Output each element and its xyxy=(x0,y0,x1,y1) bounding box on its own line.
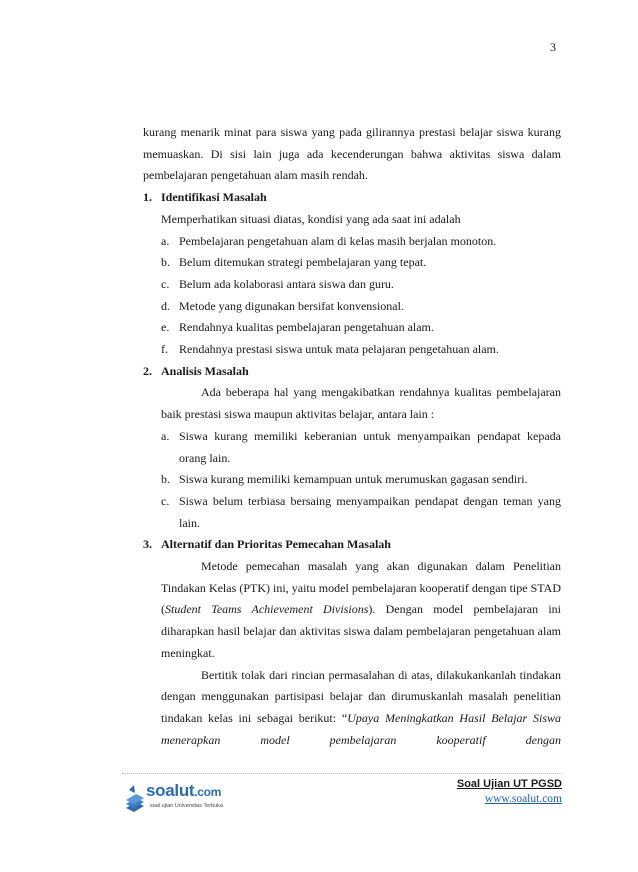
section-1-title: Identifikasi Masalah xyxy=(161,190,267,205)
list-marker: f. xyxy=(161,342,168,357)
list-text: Pembelajaran pengetahuan alam di kelas masih berjalan monoton. xyxy=(179,233,497,248)
logo-main: soalut xyxy=(146,781,195,800)
list-marker: b. xyxy=(161,255,170,270)
list-text: Siswa belum terbiasa bersaing menyampaikan pendapat dengan teman yang lain. xyxy=(179,493,561,530)
list-item xyxy=(161,339,561,361)
section-3-paragraph-1 xyxy=(161,556,561,665)
emphasized-text: Student Teams Achievement Divisions xyxy=(165,602,369,617)
list-text: Belum ditemukan strategi pembelajaran yang tepat. xyxy=(179,255,427,270)
section-1-heading xyxy=(143,187,561,209)
section-1-lead: Memperhatikan situasi diatas, kondisi yang ada saat ini adalah xyxy=(161,211,461,226)
section-2-title: Analisis Masalah xyxy=(161,363,249,378)
section-3-number: 3. xyxy=(143,537,152,552)
document-body xyxy=(143,122,561,751)
list-item xyxy=(161,317,561,339)
list-marker: e. xyxy=(161,320,170,335)
intro-paragraph: kurang menarik minat para siswa yang pada gilirannya prestasi belajar siswa kurang memuaskan. Di sisi lain juga ada kecenderungan bahwa aktivitas siswa dalam pembelajaran pengetahuan alam masih rendah. xyxy=(143,125,561,183)
list-item xyxy=(161,296,561,318)
list-text: Rendahnya kualitas pembelajaran pengetahuan alam. xyxy=(179,320,434,335)
footer-link[interactable]: www.soalut.com xyxy=(484,793,562,805)
list-item xyxy=(161,274,561,296)
footer-divider xyxy=(122,773,562,774)
paragraph-text: Bertitik tolak dari rincian permasalahan di atas, dilakukankanlah tindakan dengan menggunakan partisipasi belajar dan dirumuskanlah masalah penelitian tindakan kelas ini sebagai berikut: “ xyxy=(161,667,561,725)
list-marker: d. xyxy=(161,298,170,313)
section-2-number: 2. xyxy=(143,363,152,378)
section-3-paragraph-2 xyxy=(161,665,561,752)
soalut-logo[interactable] xyxy=(122,781,267,817)
list-text: Metode yang digunakan bersifat konvensional. xyxy=(179,298,404,313)
list-marker: b. xyxy=(161,472,170,487)
list-item xyxy=(161,231,561,253)
list-marker: a. xyxy=(161,428,170,443)
section-3-title: Alternatif dan Prioritas Pemecahan Masalah xyxy=(161,537,391,552)
section-3-heading xyxy=(143,534,561,556)
book-stack-icon xyxy=(122,782,148,816)
section-2-heading xyxy=(143,361,561,383)
section-2-lead: Ada beberapa hal yang mengakibatkan rendahnya kualitas pembelajaran baik prestasi siswa maupun aktivitas belajar, antara lain : xyxy=(161,385,561,422)
logo-wordmark xyxy=(146,781,221,801)
logo-suffix: .com xyxy=(194,785,222,799)
list-text: Siswa kurang memiliki kemampuan untuk merumuskan gagasan sendiri. xyxy=(179,472,528,487)
paragraph-text: Metode pemecahan masalah yang akan digunakan dalam Penelitian Tindakan Kelas (PTK) ini, yaitu model pembelajaran kooperatif dengan tipe STAD ( xyxy=(161,559,561,617)
list-item xyxy=(161,491,561,534)
section-2-body xyxy=(161,382,561,534)
list-item xyxy=(161,426,561,469)
section-1-body xyxy=(161,209,561,361)
list-item xyxy=(161,469,561,491)
list-text: Belum ada kolaborasi antara siswa dan guru. xyxy=(179,276,394,291)
page-number: 3 xyxy=(550,40,556,54)
list-item xyxy=(161,252,561,274)
logo-tagline: soal ujian Universitas Terbuka xyxy=(150,803,223,809)
list-marker: a. xyxy=(161,233,170,248)
list-marker: c. xyxy=(161,276,170,291)
emphasized-text: Upaya Meningkatkan Hasil Belajar Siswa menerapkan model pembelajaran kooperatif dengan xyxy=(161,710,562,747)
list-text: Rendahnya prestasi siswa untuk mata pelajaran pengetahuan alam. xyxy=(179,342,499,357)
paragraph-text: ). Dengan model pembelajaran ini diharapkan hasil belajar dan aktivitas siswa dalam pembelajaran pengetahuan alam meningkat. xyxy=(161,602,561,660)
footer-title: Soal Ujian UT PGSD xyxy=(456,778,562,790)
section-1-number: 1. xyxy=(143,190,152,205)
list-marker: c. xyxy=(161,493,170,508)
list-text: Siswa kurang memiliki keberanian untuk menyampaikan pendapat kepada orang lain. xyxy=(179,428,561,465)
section-3-body xyxy=(161,556,561,751)
